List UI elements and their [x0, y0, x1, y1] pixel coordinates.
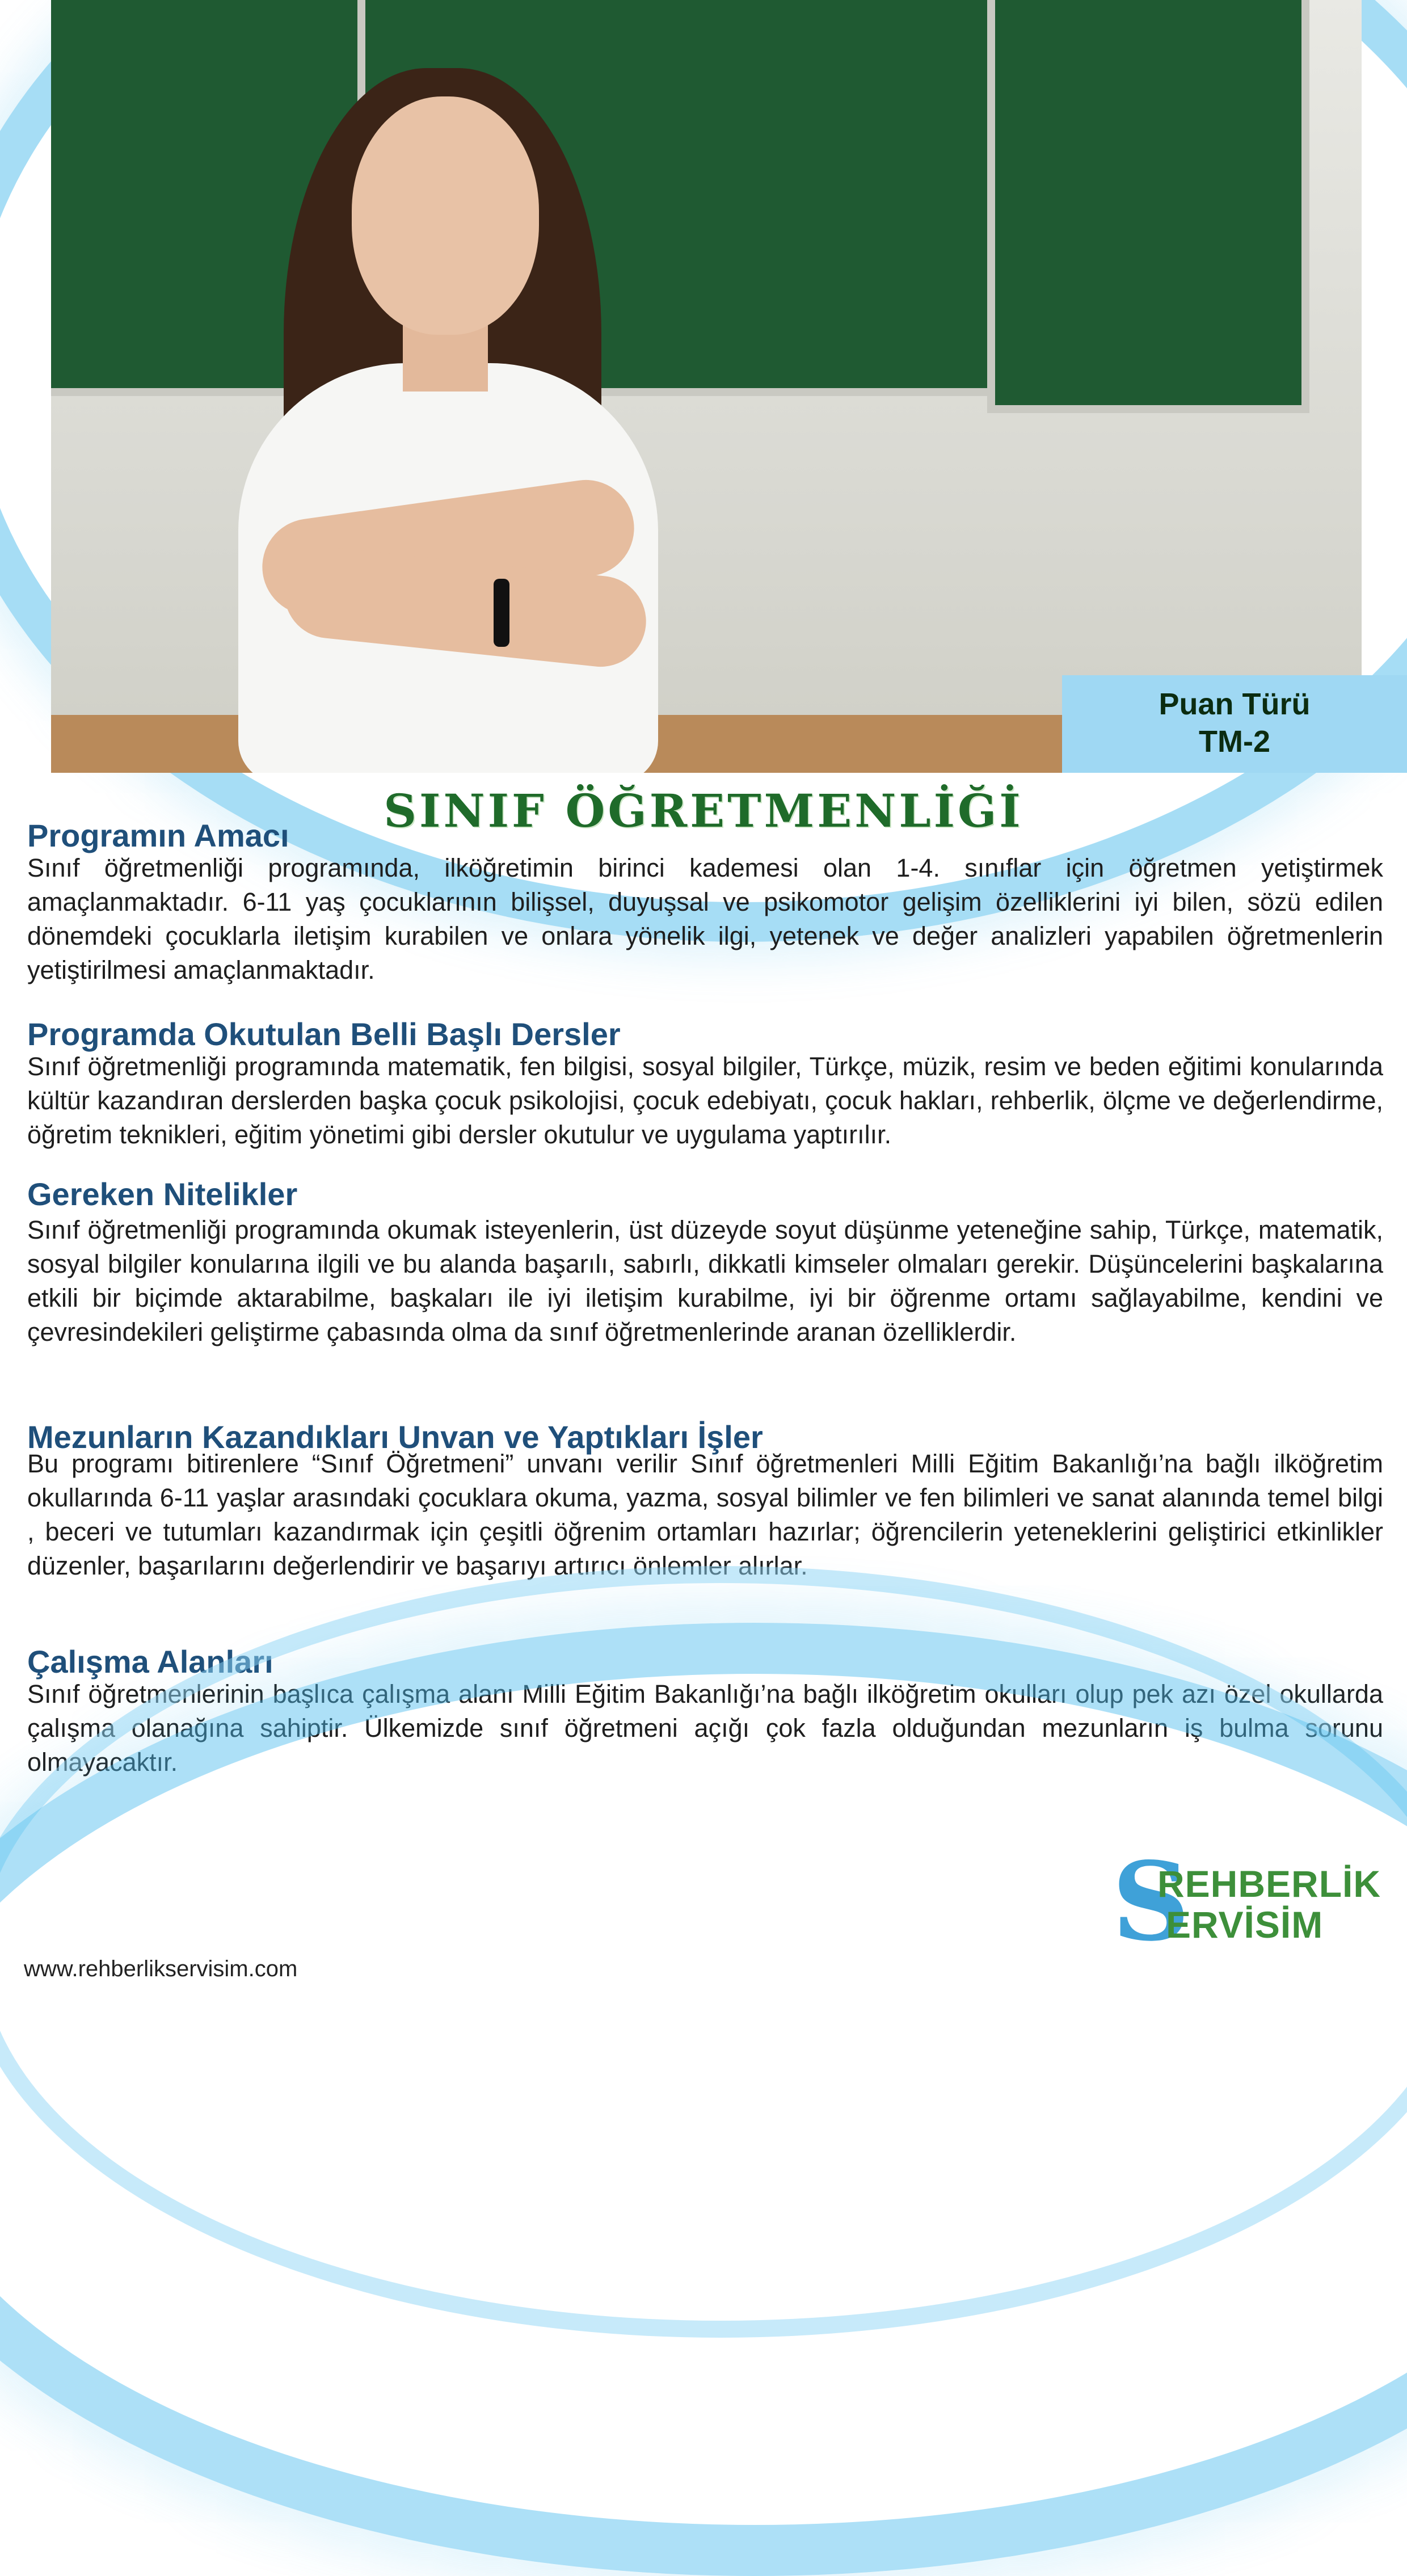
score-type-value: TM-2 [1199, 725, 1270, 759]
logo-line2: ERVİSİM [1166, 1904, 1324, 1946]
section-heading: Çalışma Alanları [27, 1644, 273, 1680]
teacher-face [352, 96, 539, 335]
section-text: Sınıf öğretmenliği programında, ilköğretimin birinci kademesi olan 1-4. sınıflar için öğretmen yetiştirmek amaçlanmaktadır. 6-11 yaş çocuklarının bilişsel, duyuşsal ve psikomotor gelişim özelliklerini iyi bilen, sözü edilen dönemdeki çocuklarla iletişim kurabilen ve onlara yönelik ilgi, yetenek ve değer analizleri yapabilen öğretmenlerin yetiştirilmesi amaçlanmaktadır. [27, 853, 1383, 984]
score-type-box [1062, 675, 1407, 773]
logo-letter: S [1112, 1838, 1190, 1965]
section-text: Sınıf öğretmenlerinin başlıca çalışma alanı Milli Eğitim Bakanlığı’na bağlı ilköğretim okulları olup pek azı özel okullarda çalışma olanağına sahiptir. Ülkemizde sınıf öğretmeni açığı çok fazla olduğundan mezunların iş bulma sorunu olmayacaktır. [27, 1680, 1383, 1777]
rehberlik-servisim-logo [1112, 1838, 1381, 1965]
section-heading: Programda Okutulan Belli Başlı Dersler [27, 1016, 621, 1052]
chalkboard-right [987, 0, 1309, 413]
section-heading: Gereken Nitelikler [27, 1176, 298, 1212]
section-text: Sınıf öğretmenliği programında okumak isteyenlerin, üst düzeyde soyut düşünme yeteneğine sahip, Türkçe, matematik, sosyal bilgiler konularına ilgili ve bu alanda başarılı, sabırlı, dikkatli kimseler olmaları gerekir. Düşüncelerini başkalarına etkili bir biçimde aktarabilme, başkaları ile iyi iletişim kurabilme, iyi bir öğrenme ortamı sağlayabilme, kendini ve çevresindekileri geliştirme çabasında olma da sınıf öğretmenlerinde aranan özelliklerdir. [27, 1215, 1383, 1346]
website-url: www.rehberlikservisim.com [24, 1956, 298, 1981]
wristband [494, 579, 509, 647]
page-title: SINIF ÖĞRETMENLİĞİ [384, 784, 1023, 837]
score-type-label: Puan Türü [1159, 687, 1311, 721]
hero-photo [51, 0, 1362, 773]
section-text: Sınıf öğretmenliği programında matematik, fen bilgisi, sosyal bilgiler, Türkçe, müzik, resim ve beden eğitimi konularında kültür kazandıran derslerden başka çocuk psikolojisi, çocuk edebiyatı, çocuk hakları, rehberlik, ölçme ve değerlendirme, öğretim teknikleri, eğitim yönetimi gibi dersler okutulur ve uygulama yaptırılır. [27, 1052, 1383, 1149]
section-text: Bu programı bitirenlere “Sınıf Öğretmeni” unvanı verilir Sınıf öğretmenleri Milli Eğitim Bakanlığı’na bağlı ilköğretim okullarında 6-11 yaşlar arasındaki çocuklara okuma, yazma, sosyal bilimler ve fen bilimleri ve sanat alanında temel bilgi , beceri ve tutumları kazandırmak için çeşitli öğrenim ortamları hazırlar; öğrencilerin yeteneklerini geliştirici etkinlikler düzenler, başarılarını değerlendirir ve başarıyı artırıcı önlemler alırlar. [27, 1449, 1383, 1580]
section-heading: Programın Amacı [27, 818, 289, 853]
section-heading: Mezunların Kazandıkları Unvan ve Yaptıkları İşler [27, 1419, 763, 1455]
logo-line1: REHBERLİK [1157, 1863, 1381, 1905]
